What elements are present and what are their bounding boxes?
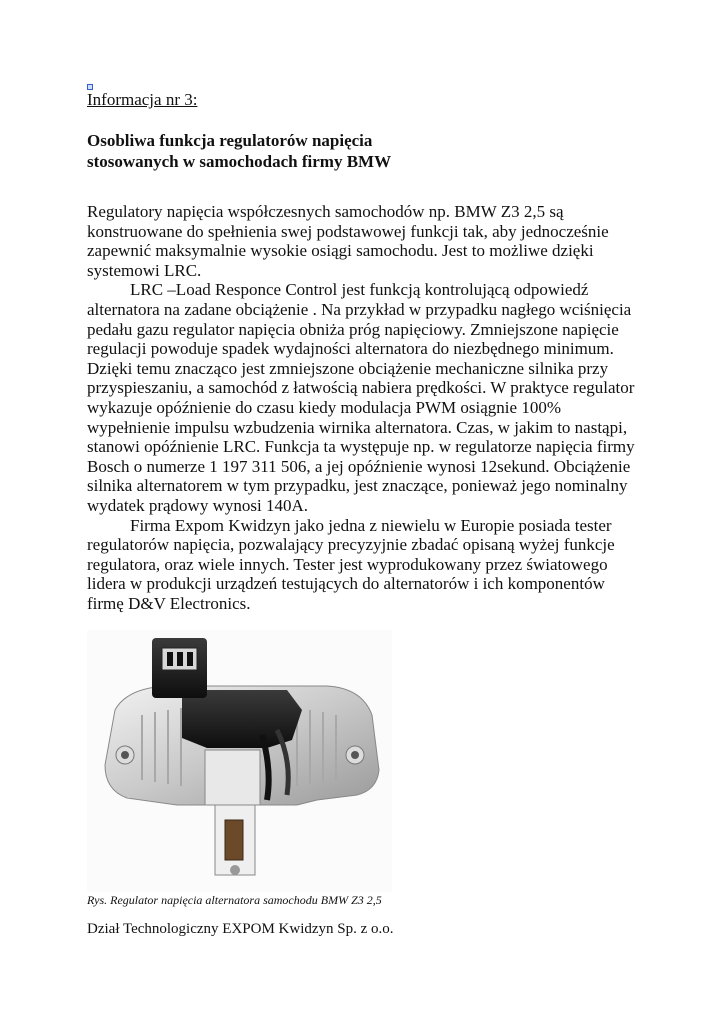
body-line: Dzięki temu znacząco jest zmniejszone obciążenie mechaniczne silnika przy [87,358,609,378]
document-heading [87,130,647,172]
body-line: Bosch o numerze 1 197 311 506, a jej opóźnienie wynosi 12sekund. Obciążenie [87,456,631,476]
regulator-illustration-icon [87,630,392,892]
body-line: systemowi LRC. [87,260,202,280]
heading-line: stosowanych w samochodach firmy BMW [87,152,392,171]
body-line: konstruowane do spełnienia swej podstawowej funkcji tak, aby jednocześnie [87,221,609,241]
body-line: lidera w produkcji urządzeń testujących do alternatorów i ich komponentów [87,574,605,594]
body-line: silnika alternatorem w tym przypadku, jest znaczące, ponieważ jego nominalny [87,476,628,496]
body-line: wydatek prądowy wynosi 140A. [87,495,308,515]
body-line: wypełnienie impulsu wzbudzenia wirnika alternatora. Czas, w jakim to nastąpi, [87,417,628,437]
body-line: wykazuje opóźnienie do czasu kiedy modulacja PWM osiągnie 100% [87,397,561,417]
body-text [87,202,647,613]
body-line: Firma Expom Kwidzyn jako jedna z niewielu w Europie posiada tester [130,515,612,535]
body-line: zapewnić maksymalnie wysokie osiągi samochodu. Jest to możliwe dzięki [87,241,594,261]
body-line: regulacji powoduje spadek wydajności alternatora do niezbędnego minimum. [87,339,614,359]
body-line: alternatora na zadane obciążenie . Na przykład w przypadku nagłego wciśnięcia [87,299,632,319]
body-line: regulatora, oraz wiele innych. Tester jest wyprodukowany przez światowego [87,554,608,574]
body-line: stanowi opóźnienie LRC. Funkcja ta występuje np. w regulatorze napięcia firmy [87,437,635,457]
body-line: regulatorów napięcia, pozwalający precyzyjnie zbadać opisaną wyżej funkcje [87,535,615,555]
voltage-regulator-photo [87,630,392,892]
body-line: Regulatory napięcia współczesnych samochodów np. BMW Z3 2,5 są [87,202,564,221]
figure-caption: Rys. Regulator napięcia alternatora samochodu BMW Z3 2,5 [87,893,382,907]
footer-text: Dział Technologiczny EXPOM Kwidzyn Sp. z o.o. [87,921,394,937]
heading-line: Osobliwa funkcja regulatorów napięcia [87,131,373,150]
body-line: przyspieszaniu, a samochód z łatwością nabiera prędkości. W praktyce regulator [87,378,635,398]
info-title: Informacja nr 3: [87,90,198,109]
body-line: pedału gazu regulator napięcia obniża próg napięciowy. Zmniejszone napięcie [87,319,619,339]
body-line: firmę D&V Electronics. [87,593,251,613]
body-line: LRC –Load Responce Control jest funkcją kontrolującą odpowiedź [130,280,589,300]
